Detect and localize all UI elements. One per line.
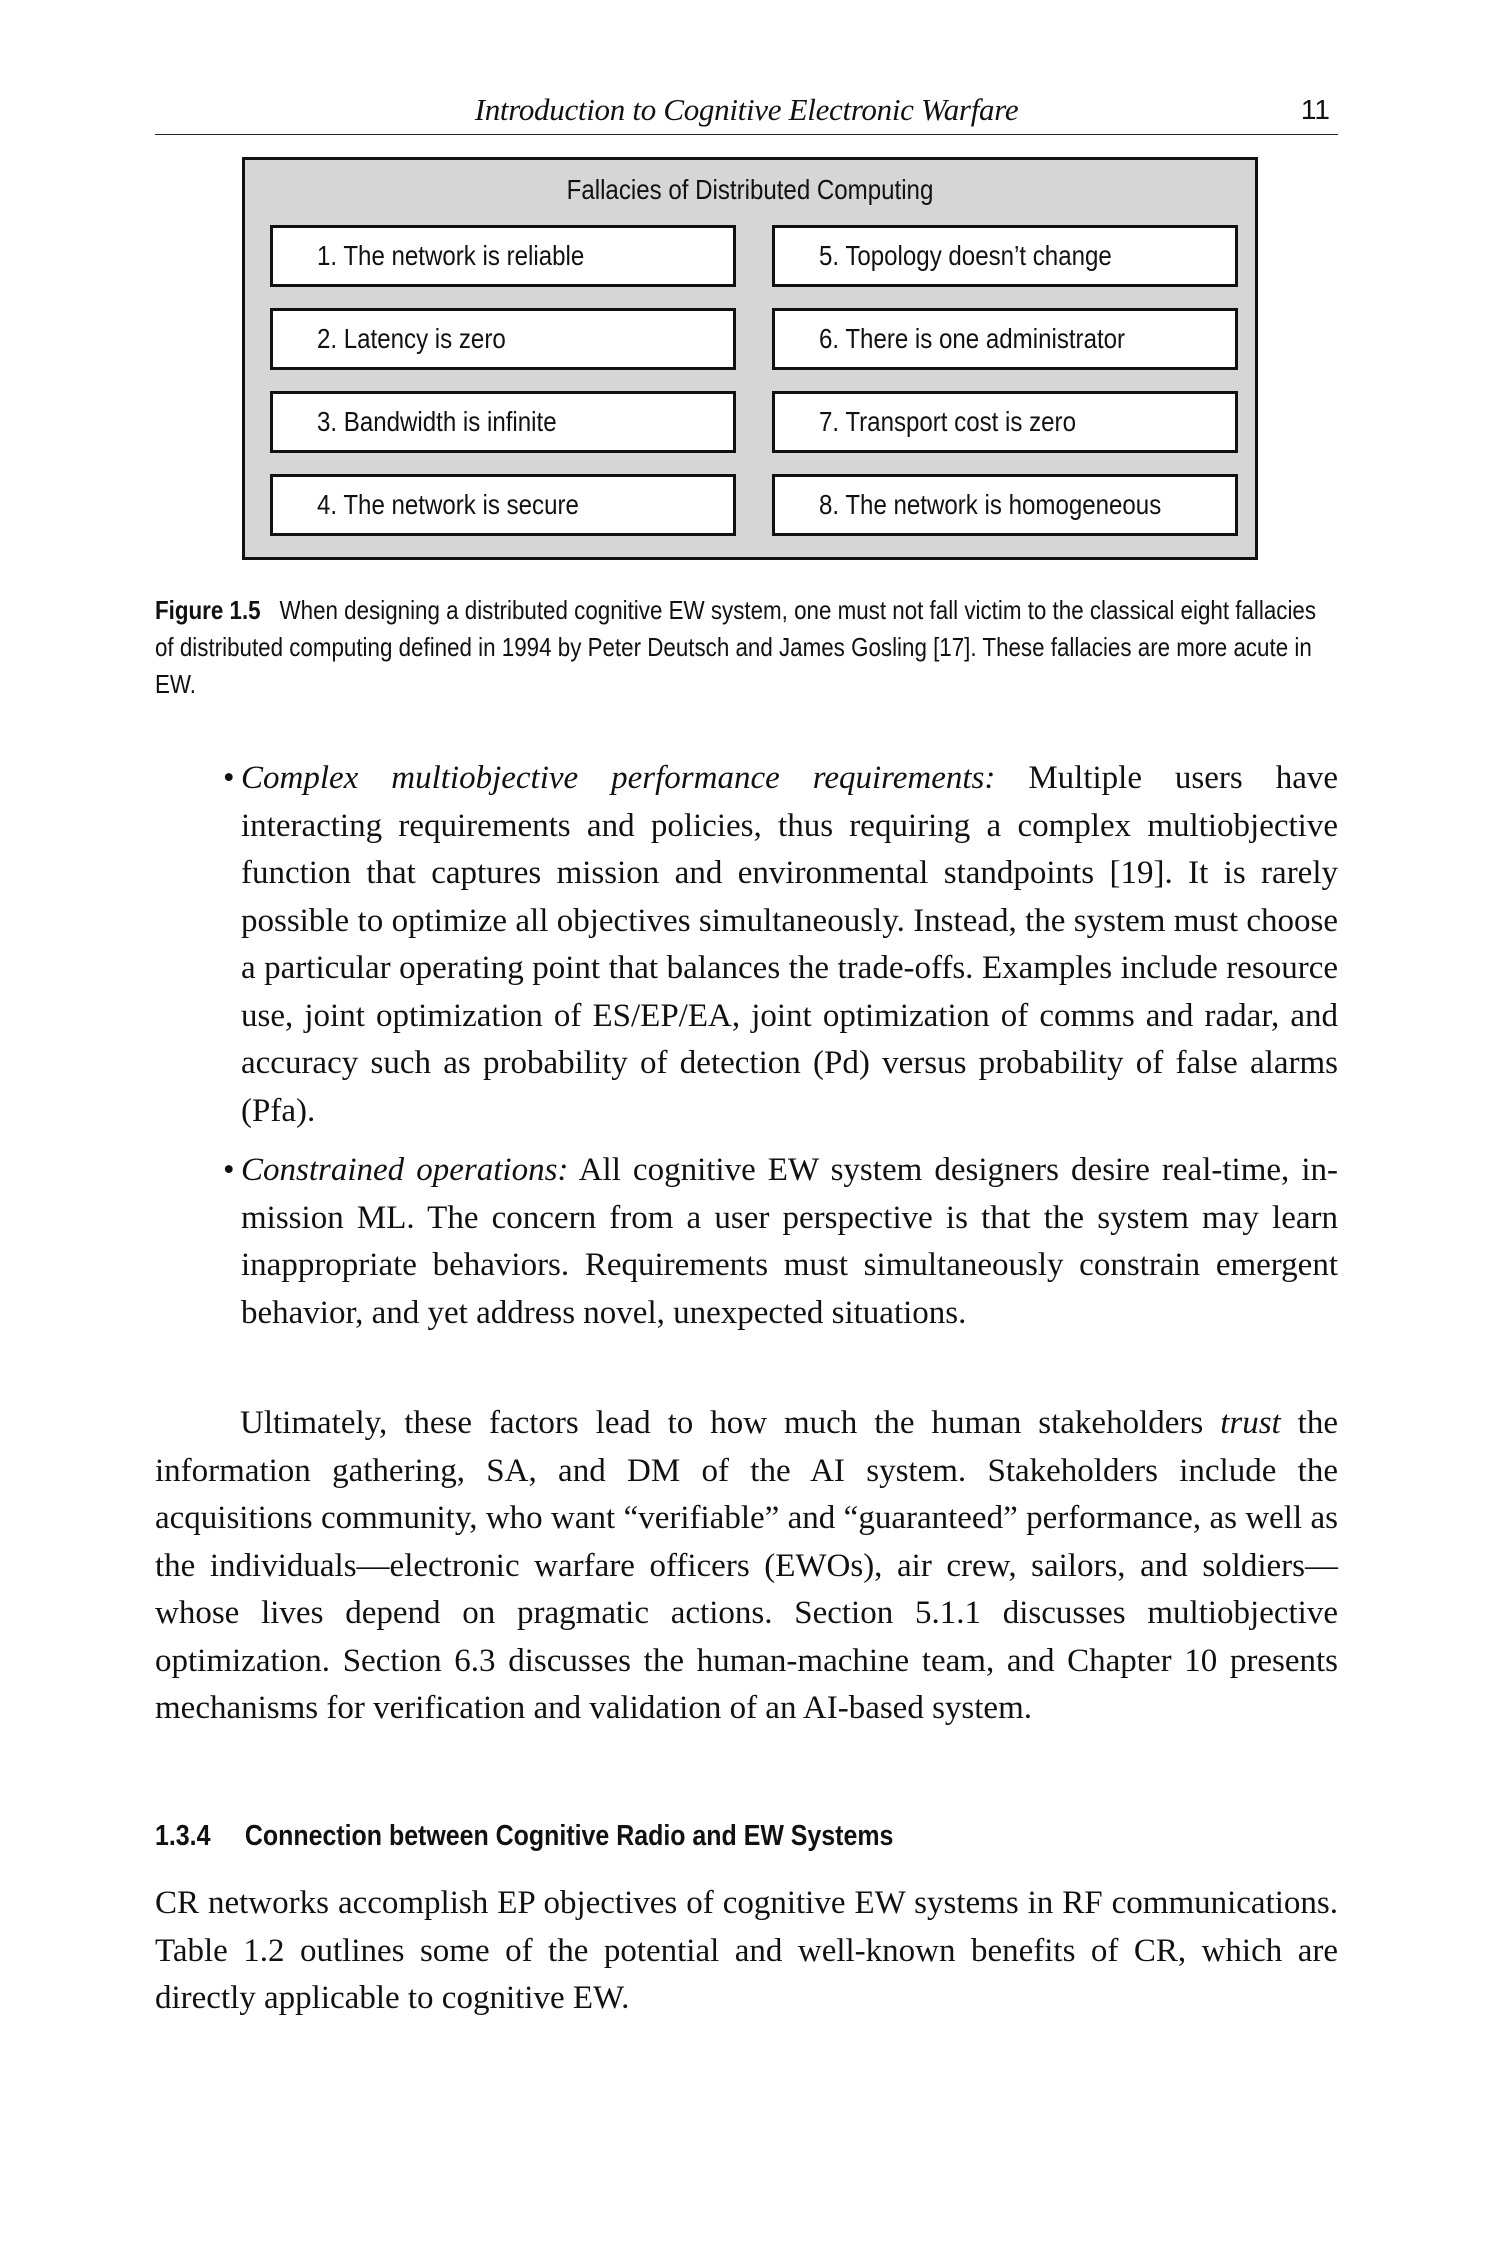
bullet-text: Multiple users have interacting requirements and policies, thus requiring a complex multiobjective function that captures mission and environmental standpoints [19]. It is rarely possible to optimize all objectives simultaneously. Instead, the system must choose a particular operating point that balances the trade-offs. Examples include resource use, joint optimization of ES/EP/EA, joint optimization of comms and radar, and accuracy such as probability of detection (Pd) versus probability of false alarms (Pfa). xyxy=(241,760,1338,1129)
section-number: 1.3.4 xyxy=(155,1820,211,1852)
fallacy-box-3: 3. Bandwidth is infinite xyxy=(270,391,736,453)
figure-title: Fallacies of Distributed Computing xyxy=(566,174,934,205)
fallacy-box-6: 6. There is one administrator xyxy=(772,308,1238,370)
bullet-dot-icon: • xyxy=(223,1152,235,1188)
fallacy-box-4: 4. The network is secure xyxy=(270,474,736,536)
figure-label: Figure 1.5 xyxy=(155,595,261,625)
section-title: Connection between Cognitive Radio and EW Systems xyxy=(244,1820,894,1852)
fallacy-box-5: 5. Topology doesn’t change xyxy=(772,225,1238,287)
caption-text: When designing a distributed cognitive EW system, one must not fall victim to the classical eight fallacies of distributed computing defined in 1994 by Peter Deutsch and James Gosling [17]. These fallacies are more acute in EW. xyxy=(155,595,1317,699)
paragraph-cr-networks: CR networks accomplish EP objectives of cognitive EW systems in RF communications. Table 1.2 outlines some of the potential and well-known benefits of CR, which are directly applicable to cognitive EW. xyxy=(155,1885,1338,2016)
bullet-term: Constrained operations: xyxy=(241,1152,569,1188)
bullet-item-multiobjective xyxy=(223,755,1338,1135)
fallacy-box-7: 7. Transport cost is zero xyxy=(772,391,1238,453)
bullet-term: Complex multiobjective performance requirements: xyxy=(241,760,996,796)
fallacy-box-8: 8. The network is homogeneous xyxy=(772,474,1238,536)
bullet-text: All cognitive EW system designers desire real-time, in-mission ML. The concern from a user perspective is that the system may learn inappropriate behaviors. Requirements must simultaneously constrain emergent behavior, and yet address novel, unexpected situations. xyxy=(241,1152,1338,1331)
paragraph-trust: Ultimately, these factors lead to how much the human stakeholders trust the information gathering, SA, and DM of the AI system. Stakeholders include the acquisitions community, who want “verifiable” and “guaranteed” performance, as well as the individuals—electronic warfare officers (EWOs), air crew, sailors, and soldiers—whose lives depend on pragmatic actions. Section 5.1.1 discusses multiobjective optimization. Section 6.3 discusses the human-machine team, and Chapter 10 presents mechanisms for verification and validation of an AI-based system. xyxy=(155,1405,1338,1726)
bullet-item-constrained xyxy=(223,1147,1338,1337)
figure-fallacies-diagram xyxy=(242,157,1258,560)
page-number: 11 xyxy=(1300,94,1330,125)
emphasis-trust: trust xyxy=(1220,1405,1281,1441)
fallacy-box-2: 2. Latency is zero xyxy=(270,308,736,370)
fallacy-box-1: 1. The network is reliable xyxy=(270,225,736,287)
section-heading xyxy=(155,1820,1014,1853)
figure-caption xyxy=(155,592,1338,703)
bullet-dot-icon: • xyxy=(223,760,235,796)
running-title: Introduction to Cognitive Electronic Warfare xyxy=(474,92,1019,127)
running-head xyxy=(155,92,1338,135)
